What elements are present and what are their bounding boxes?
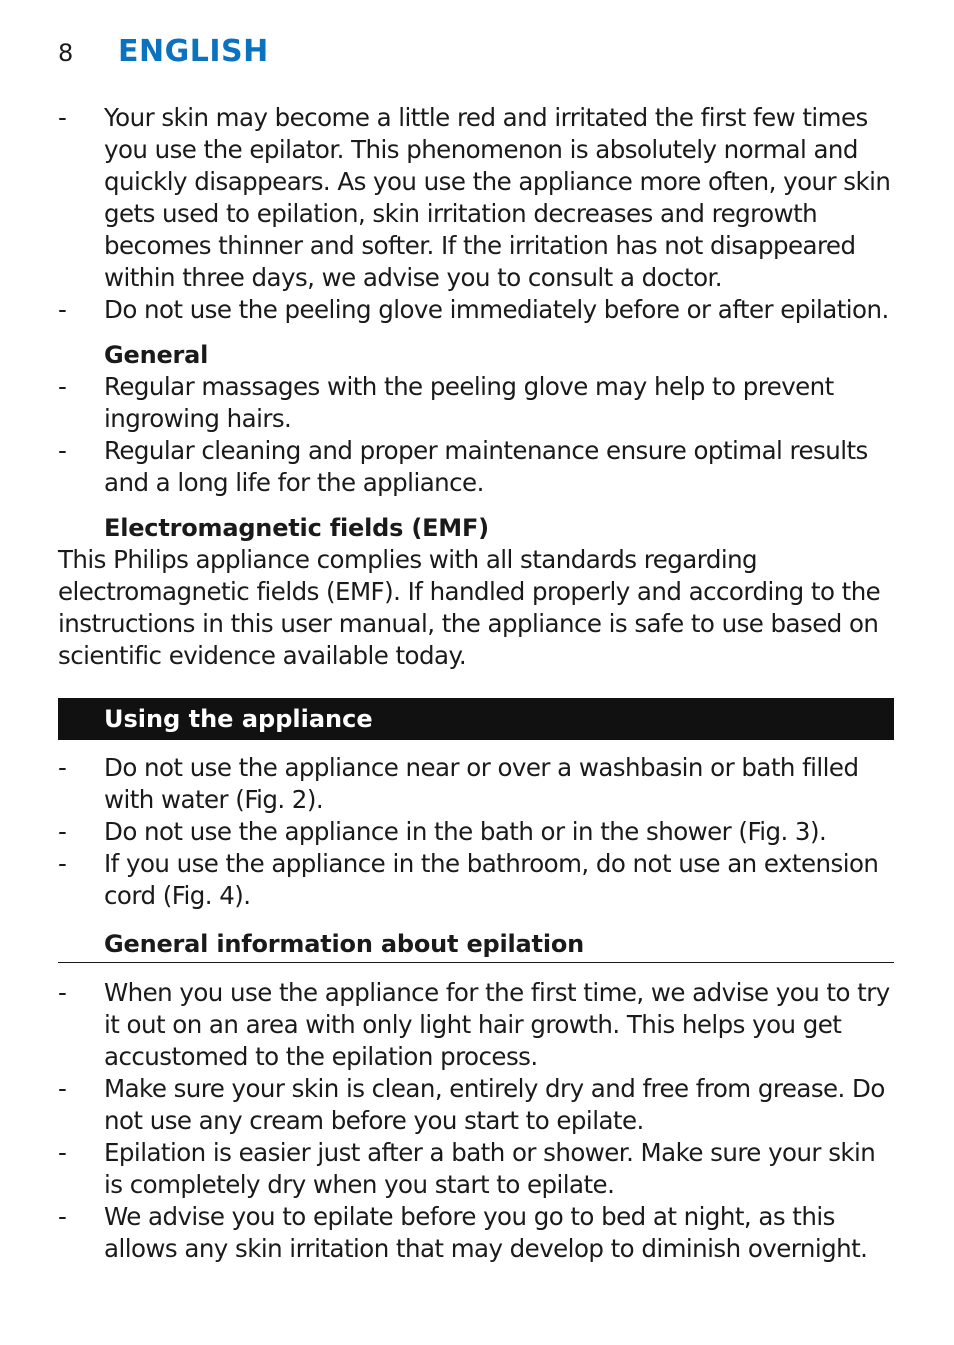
list-item-text: Regular cleaning and proper maintenance ensure optimal results and a long life for the appliance. (104, 436, 868, 497)
list-item-text: When you use the appliance for the first time, we advise you to try it out on an area with only light hair growth. This helps you get accustomed to the epilation process. (104, 978, 890, 1071)
bullet-dash: - (58, 1138, 67, 1167)
list-item (58, 371, 894, 435)
bullet-dash: - (58, 372, 67, 401)
bullet-dash: - (58, 103, 67, 132)
list-item-text: If you use the appliance in the bathroom, do not use an extension cord (Fig. 4). (104, 849, 879, 910)
bullet-dash: - (58, 753, 67, 782)
list-item-text: We advise you to epilate before you go to bed at night, as this allows any skin irritation that may develop to diminish overnight. (104, 1202, 868, 1263)
list-item (58, 294, 894, 326)
list-item-text: Do not use the peeling glove immediately before or after epilation. (104, 295, 889, 324)
list-item (58, 1201, 894, 1265)
bullet-dash: - (58, 1202, 67, 1231)
emf-paragraph: This Philips appliance complies with all standards regarding electromagnetic fields (EMF). If handled properly and according to the instructions in this user manual, the appliance is safe to use based on scientific evidence available today. (58, 545, 881, 670)
list-item (58, 977, 894, 1073)
bullet-dash: - (58, 849, 67, 878)
using-appliance-section-bar: Using the appliance (58, 698, 894, 740)
emf-heading: Electromagnetic fields (EMF) (104, 514, 489, 542)
list-item (58, 816, 894, 848)
list-item-text: Epilation is easier just after a bath or shower. Make sure your skin is completely dry when you start to epilate. (104, 1138, 876, 1199)
list-item (58, 752, 894, 816)
list-item-text: Do not use the appliance in the bath or in the shower (Fig. 3). (104, 817, 827, 846)
list-item (58, 1073, 894, 1137)
bullet-dash: - (58, 436, 67, 465)
bullet-dash: - (58, 817, 67, 846)
list-item-text: Your skin may become a little red and irritated the first few times you use the epilator. This phenomenon is absolutely normal and quickly disappears. As you use the appliance more often, your skin gets used to epilation, skin irritation decreases and regrowth becomes thinner and softer. If the irritation has not disappeared within three days, we advise you to consult a doctor. (104, 103, 891, 292)
epilation-info-heading: General information about epilation (58, 928, 894, 963)
list-item-text: Do not use the appliance near or over a washbasin or bath filled with water (Fig. 2). (104, 753, 859, 814)
list-item (58, 435, 894, 499)
list-item (58, 102, 894, 294)
list-item-text: Make sure your skin is clean, entirely dry and free from grease. Do not use any cream before you start to epilate. (104, 1074, 885, 1135)
page-content (58, 102, 894, 1265)
bullet-dash: - (58, 295, 67, 324)
list-item (58, 848, 894, 912)
bullet-dash: - (58, 1074, 67, 1103)
bullet-dash: - (58, 978, 67, 1007)
page-number: 8 (58, 39, 74, 67)
general-heading: General (104, 341, 209, 369)
list-item-text: Regular massages with the peeling glove may help to prevent ingrowing hairs. (104, 372, 834, 433)
page-language-heading: ENGLISH (118, 34, 269, 69)
list-item (58, 1137, 894, 1201)
